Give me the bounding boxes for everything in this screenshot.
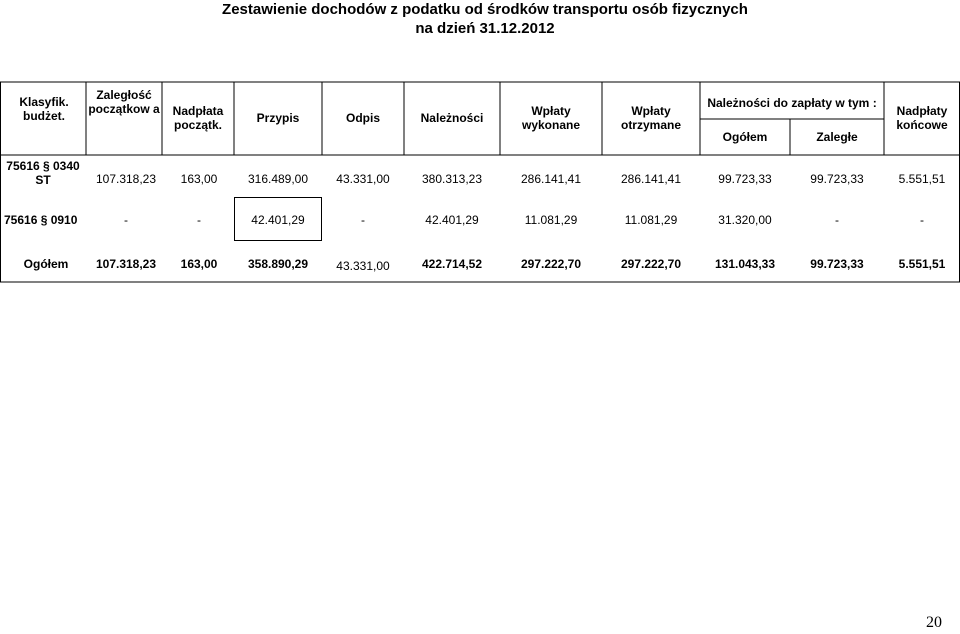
table-row-odpis: -	[361, 213, 365, 227]
header-zalegle-label: Zaległe	[816, 130, 858, 144]
header-przypis	[234, 111, 322, 125]
header-naleznosci-do-zaplaty-label: Należności do zapłaty w tym :	[707, 96, 877, 110]
header-odpis	[322, 111, 404, 125]
header-ogolem	[700, 130, 790, 144]
table-row-naleznosci: 380.313,23	[421, 172, 483, 186]
table-row-klasyfik: 75616 § 0340 ST	[6, 159, 80, 187]
table-row-zaleglosc: -	[124, 213, 128, 227]
page-number: 20	[926, 614, 942, 631]
header-zalegle	[790, 130, 884, 144]
table-row-naleznosci: 42.401,29	[425, 213, 479, 227]
header-przypis-label: Przypis	[256, 111, 300, 125]
header-zaleglosc-label: Zaległość początkow a	[88, 88, 160, 116]
table-row-zalegle: 99.723,33	[810, 257, 864, 271]
table-row-nadplaty-konc: 5.551,51	[898, 172, 946, 186]
table-row-zaleglosc: 107.318,23	[95, 172, 157, 186]
table-row-klasyfik: 75616 § 0910	[4, 213, 78, 227]
table-row-odpis: 43.331,00	[336, 259, 390, 273]
header-nadplaty-koncowe-label: Nadpłaty końcowe	[896, 104, 948, 132]
header-naleznosci	[404, 111, 500, 125]
table-row-nadplata: 163,00	[180, 257, 218, 271]
header-naleznosci-label: Należności	[420, 111, 484, 125]
table-row-wplaty-otrz: 297.222,70	[620, 257, 682, 271]
header-nadplaty-koncowe	[890, 104, 954, 132]
table-row-ogolem: 131.043,33	[714, 257, 776, 271]
table-row-przypis[interactable]: 42.401,29	[251, 213, 305, 227]
table-row-przypis: 316.489,00	[247, 172, 309, 186]
table-row-nadplata: 163,00	[180, 172, 218, 186]
title-line-2: na dzień 31.12.2012	[415, 20, 555, 37]
title-line-1: Zestawienie dochodów z podatku od środków transportu osób fizycznych	[222, 1, 748, 18]
table-row-naleznosci: 422.714,52	[421, 257, 483, 271]
table-row-przypis: 358.890,29	[247, 257, 309, 271]
header-wplaty-wykonane-label: Wpłaty wykonane	[521, 104, 581, 132]
header-ogolem-label: Ogółem	[722, 130, 768, 144]
table-row-wplaty-otrz: 11.081,29	[624, 213, 678, 227]
table-row-ogolem: 31.320,00	[718, 213, 772, 227]
table-row-ogolem: 99.723,33	[718, 172, 772, 186]
header-wplaty-otrzymane-label: Wpłaty otrzymane	[620, 104, 682, 132]
header-nadplata-poczatk	[164, 104, 232, 132]
header-wplaty-wykonane	[520, 104, 582, 132]
table-row-zalegle: -	[835, 213, 839, 227]
header-odpis-label: Odpis	[345, 111, 380, 125]
table-row-wplaty-wyk: 297.222,70	[520, 257, 582, 271]
header-klasyfik	[4, 95, 84, 123]
header-klasyfik-label: Klasyfik. budżet.	[19, 95, 69, 123]
table-row-odpis: 43.331,00	[336, 172, 390, 186]
table-row-wplaty-wyk: 11.081,29	[524, 213, 578, 227]
table-row-zalegle: 99.723,33	[810, 172, 864, 186]
table-row-nadplaty-konc: 5.551,51	[898, 257, 946, 271]
header-naleznosci-do-zaplaty	[700, 96, 884, 110]
table-row-klasyfik: Ogółem	[23, 257, 69, 271]
table-row-nadplaty-konc: -	[920, 213, 924, 227]
header-wplaty-otrzymane	[616, 104, 686, 132]
table-row-wplaty-wyk: 286.141,41	[520, 172, 582, 186]
table-row-nadplata: -	[197, 213, 201, 227]
header-zaleglosc	[88, 88, 160, 116]
table-row-zaleglosc: 107.318,23	[95, 257, 157, 271]
header-nadplata-label: Nadpłata początk.	[172, 104, 224, 132]
table-row-wplaty-otrz: 286.141,41	[620, 172, 682, 186]
